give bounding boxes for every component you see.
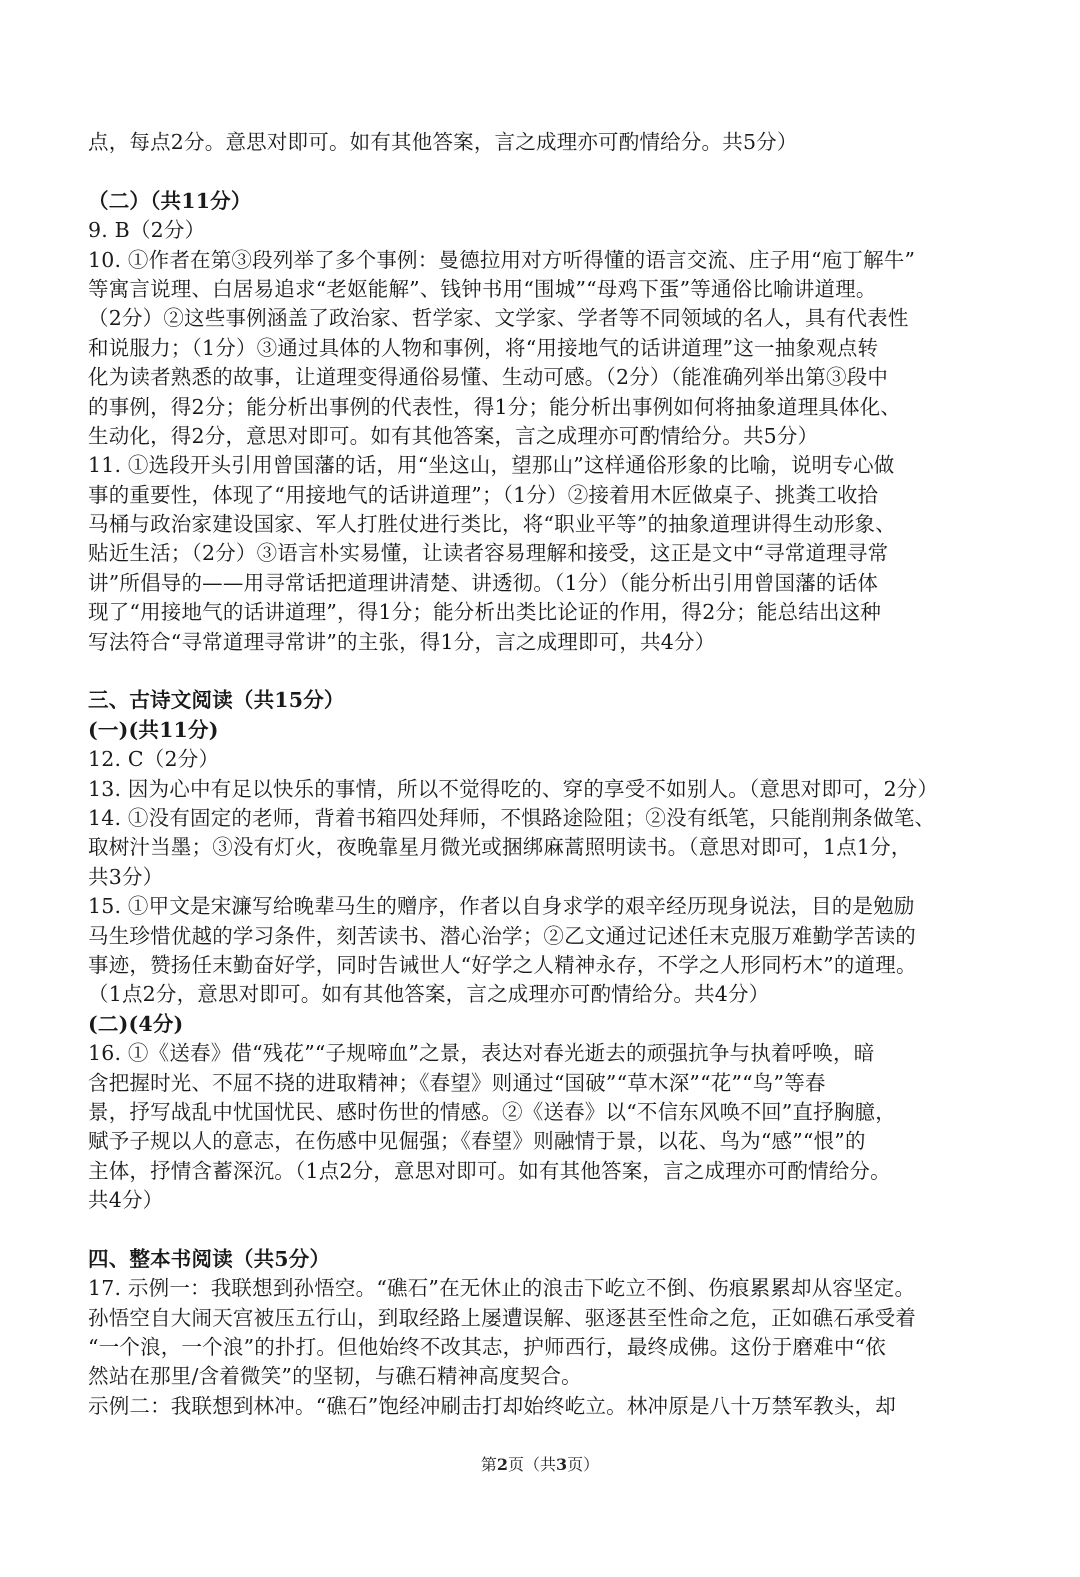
text-line: 等寓言说理、白居易追求“老妪能解”、钱钟书用“围城”“母鸡下蛋”等通俗比喻讲道理。 (88, 276, 877, 301)
page-footer (0, 1452, 1080, 1475)
text-line: 取树汁当墨；③没有灯火，夜晚靠星月微光或捆绑麻蒿照明读书。（意思对即可，1点1分， (88, 835, 912, 860)
answer-q14 (88, 804, 998, 892)
text-line: 贴近生活；（2分）③语言朴实易懂，让读者容易理解和接受，这正是文中“寻常道理寻常 (88, 541, 889, 566)
section-heading: 四、整本书阅读（共5分） (88, 1246, 331, 1271)
answer-q16 (88, 1039, 998, 1215)
text-line: 景，抒写战乱中忧国忧民、感时伤世的情感。②《送春》以“不信东风唤不回”直抒胸臆， (88, 1099, 896, 1124)
answer-sheet-page (88, 128, 998, 1421)
continuation-block (88, 128, 998, 157)
text-line: 点，每点2分。意思对即可。如有其他答案，言之成理亦可酌情给分。共5分） (88, 130, 798, 154)
text-line: “一个浪，一个浪”的扑打。但他始终不改其志，护师西行，最终成佛。这份于磨难中“依 (88, 1335, 886, 1360)
section-heading: 三、古诗文阅读（共15分） (88, 688, 345, 713)
part-heading: (二)(4分) (88, 1011, 184, 1036)
total-pages: 3 (556, 1455, 568, 1474)
answer-q17-example-1 (88, 1274, 998, 1392)
part-heading: (一)(共11分) (88, 717, 219, 742)
answer-q11 (88, 451, 998, 657)
text-line: 化为读者熟悉的故事，让道理变得通俗易懂、生动可感。（2分）（能准确列举出第③段中 (88, 365, 889, 390)
text-line: 11. ①选段开头引用曾国藩的话，用“坐这山，望那山”这样通俗形象的比喻，说明专心做 (88, 453, 895, 478)
text-line: 主体，抒情含蓄深沉。（1点2分，意思对即可。如有其他答案，言之成理亦可酌情给分。 (88, 1158, 891, 1183)
text-line: 生动化，得2分，意思对即可。如有其他答案，言之成理亦可酌情给分。共5分） (88, 423, 819, 448)
text-line: 赋予子规以人的意志，在伤感中见倔强；《春望》则融情于景，以花、鸟为“感”“恨”的 (88, 1129, 866, 1154)
text-line: 共3分） (88, 864, 164, 889)
section-2-part-2 (88, 187, 998, 657)
spacer (88, 657, 998, 686)
text-line: 现了“用接地气的话讲道理”，得1分；能分析出类比论证的作用，得2分；能总结出这种 (88, 600, 882, 625)
text-line: 17. 示例一：我联想到孙悟空。“礁石”在无休止的浪击下屹立不倒、伤痕累累却从容坚定。 (88, 1276, 916, 1301)
text-line: 示例二：我联想到林冲。“礁石”饱经冲刷击打却始终屹立。林冲原是八十万禁军教头，却 (88, 1393, 896, 1418)
text-line: 讲”所倡导的——用寻常话把道理讲清楚、讲透彻。（1分）（能分析出引用曾国藩的话体 (88, 570, 879, 595)
footer-middle: 页（共 (507, 1455, 556, 1474)
answer-q10 (88, 246, 998, 452)
section-4-whole-book (88, 1245, 998, 1421)
answer-q13: 13. 因为心中有足以快乐的事情，所以不觉得吃的、穿的享受不如别人。（意思对即可，2分） (88, 776, 939, 801)
text-line: 的事例，得2分；能分析出事例的代表性，得1分；能分析出事例如何将抽象道理具体化、 (88, 394, 902, 419)
text-line: 事的重要性，体现了“用接地气的话讲道理”；（1分）②接着用木匠做桌子、挑粪工收拾 (88, 482, 879, 507)
footer-prefix: 第 (480, 1455, 497, 1474)
text-line: 马生珍惜优越的学习条件，刻苦读书、潜心治学；②乙文通过记述任末克服万难勤学苦读的 (88, 923, 916, 948)
text-line: 马桶与政治家建设国家、军人打胜仗进行类比，将“职业平等”的抽象道理讲得生动形象、 (88, 512, 896, 537)
section-3-classical-poetry (88, 686, 998, 1215)
page-number: 2 (496, 1455, 508, 1474)
text-line: 孙悟空自大闹天宫被压五行山，到取经路上屡遭误解、驱逐甚至性命之危，正如礁石承受着 (88, 1305, 916, 1330)
text-line: 和说服力；（1分）③通过具体的人物和事例，将“用接地气的话讲道理”这一抽象观点转 (88, 335, 879, 360)
spacer (88, 157, 998, 186)
text-line: 写法符合“寻常道理寻常讲”的主张，得1分，言之成理即可，共4分） (88, 629, 716, 654)
text-line: （2分）②这些事例涵盖了政治家、哲学家、文学家、学者等不同领域的名人，具有代表性 (88, 306, 909, 331)
text-line: 含把握时光、不屈不挠的进取精神；《春望》则通过“国破”“草木深”“花”“鸟”等春 (88, 1070, 826, 1095)
answer-q15 (88, 892, 998, 1010)
text-line: （1点2分，意思对即可。如有其他答案，言之成理亦可酌情给分。共4分） (88, 982, 770, 1007)
text-line: 14. ①没有固定的老师，背着书箱四处拜师，不惧路途险阻；②没有纸笔，只能削荆条做笔、 (88, 805, 936, 830)
answer-q9: 9. B（2分） (88, 218, 206, 243)
part-heading: （二）（共11分） (88, 188, 252, 213)
answer-q17-example-2 (88, 1392, 998, 1421)
text-line: 事迹，赞扬任末勤奋好学，同时告诫世人“好学之人精神永存，不学之人形同朽木”的道理。 (88, 952, 917, 977)
answer-q12: 12. C（2分） (88, 747, 220, 772)
text-line: 15. ①甲文是宋濂写给晚辈马生的赠序，作者以自身求学的艰辛经历现身说法，目的是勉励 (88, 894, 915, 919)
spacer (88, 1215, 998, 1244)
text-line: 然站在那里/含着微笑”的坚韧，与礁石精神高度契合。 (88, 1364, 582, 1389)
text-line: 共4分） (88, 1188, 164, 1213)
text-line: 10. ①作者在第③段列举了多个事例：曼德拉用对方听得懂的语言交流、庄子用“庖丁解牛” (88, 247, 916, 272)
footer-suffix: 页） (567, 1455, 600, 1474)
text-line: 16. ①《送春》借“残花”“子规啼血”之景，表达对春光逝去的顽强抗争与执着呼唤，暗 (88, 1041, 875, 1066)
